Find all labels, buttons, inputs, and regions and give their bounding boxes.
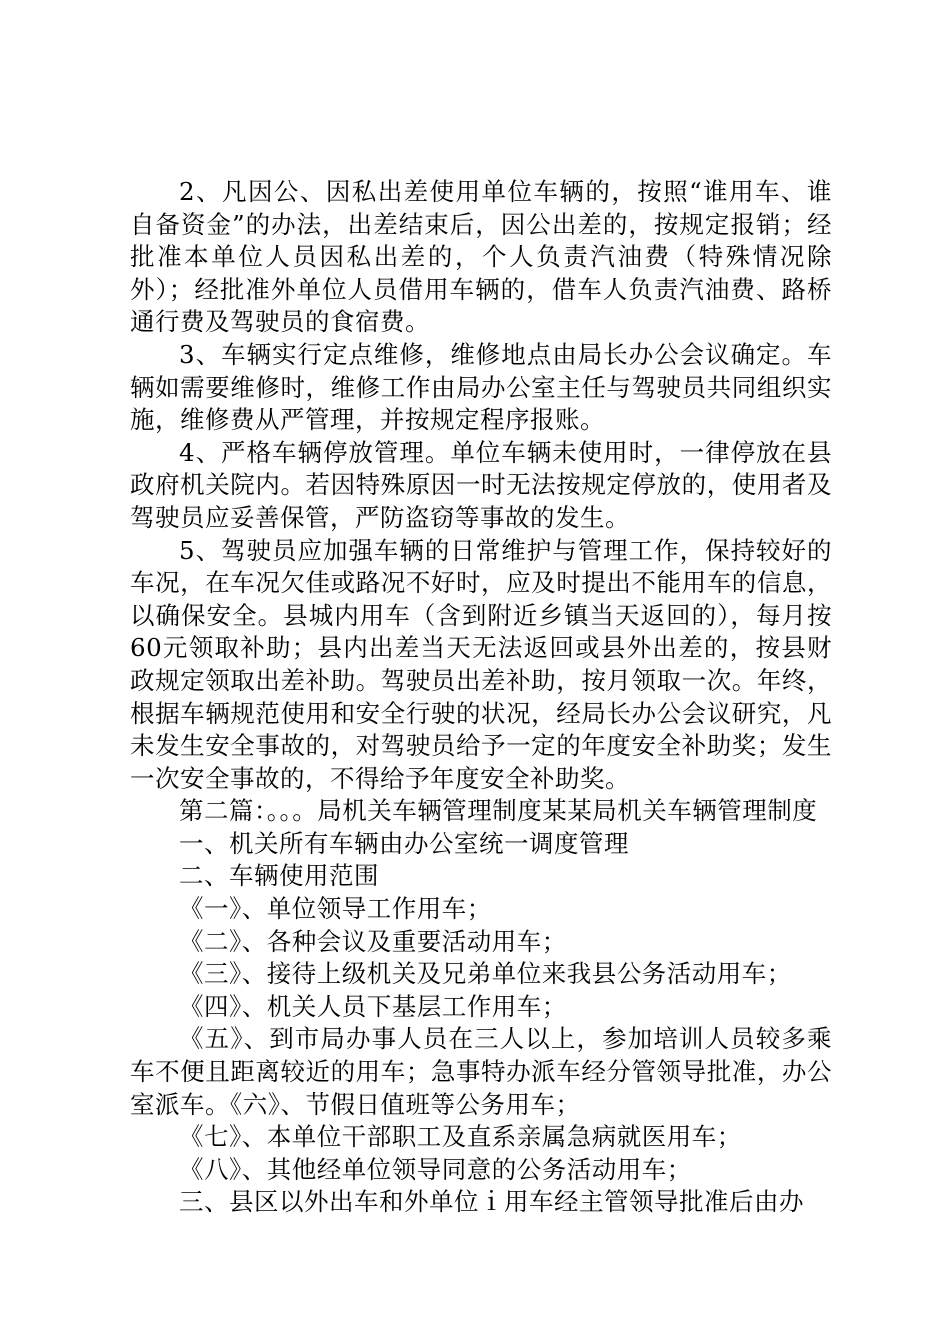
list-item-five-six: 《五》、到市局办事人员在三人以上，参加培训人员较多乘车不便且距离较近的用车；急事特办派车经分管领导批准，办公室派车。《六》、节假日值班等公务用车； (130, 1024, 832, 1119)
list-item-two: 《二》、各种会议及重要活动用车； (179, 926, 567, 956)
list-item-four: 《四》、机关人员下基层工作用车； (179, 991, 567, 1021)
list-item-three: 《三》、接待上级机关及兄弟单位来我县公务活动用车； (179, 959, 792, 989)
paragraph-item-2: 2、凡因公、因私出差使用单位车辆的，按照“谁用车、谁自备资金”的办法，出差结束后，因公出差的，按规定报销；经批准本单位人员因私出差的，个人负责汽油费（特殊情况除外）；经批准外单位人员借用车辆的，借车人负责汽油费、路桥通行费及驾驶员的食宿费。 (130, 177, 832, 337)
list-item-eight: 《八》、其他经单位领导同意的公务活动用车； (179, 1154, 692, 1184)
document-body (130, 176, 832, 1219)
paragraph-item-4: 4、严格车辆停放管理。单位车辆未使用时，一律停放在县政府机关院内。若因特殊原因一时无法按规定停放的，使用者及驾驶员应妥善保管，严防盗窃等事故的发生。 (130, 437, 832, 532)
list-item-one: 《一》、单位领导工作用车； (179, 894, 492, 924)
clause-one: 一、机关所有车辆由办公室统一调度管理 (179, 828, 629, 858)
clause-two: 二、车辆使用范围 (179, 861, 379, 891)
paragraph-item-5: 5、驾驶员应加强车辆的日常维护与管理工作，保持较好的车况，在车况欠佳或路况不好时，应及时提出不能用车的信息，以确保安全。县城内用车（含到附近乡镇当天返回的），每月按60元领取补助；县内出差当天无法返回或县外出差的，按县财政规定领取出差补助。驾驶员出差补助，按月领取一次。年终，根据车辆规范使用和安全行驶的状况，经局长办公会议研究，凡未发生安全事故的，对驾驶员给予一定的年度安全补助奖；发生一次安全事故的，不得给予年度安全补助奖。 (130, 535, 832, 793)
list-item-seven: 《七》、本单位干部职工及直系亲属急病就医用车； (179, 1122, 742, 1152)
clause-three: 三、县区以外出车和外单位ｉ用车经主管领导批准后由办 (179, 1187, 804, 1217)
section-heading-part-two: 第二篇：。。。局机关车辆管理制度某某局机关车辆管理制度 (179, 796, 818, 826)
paragraph-item-3: 3、车辆实行定点维修，维修地点由局长办公会议确定。车辆如需要维修时，维修工作由局办公室主任与驾驶员共同组织实施，维修费从严管理，并按规定程序报账。 (130, 339, 832, 435)
